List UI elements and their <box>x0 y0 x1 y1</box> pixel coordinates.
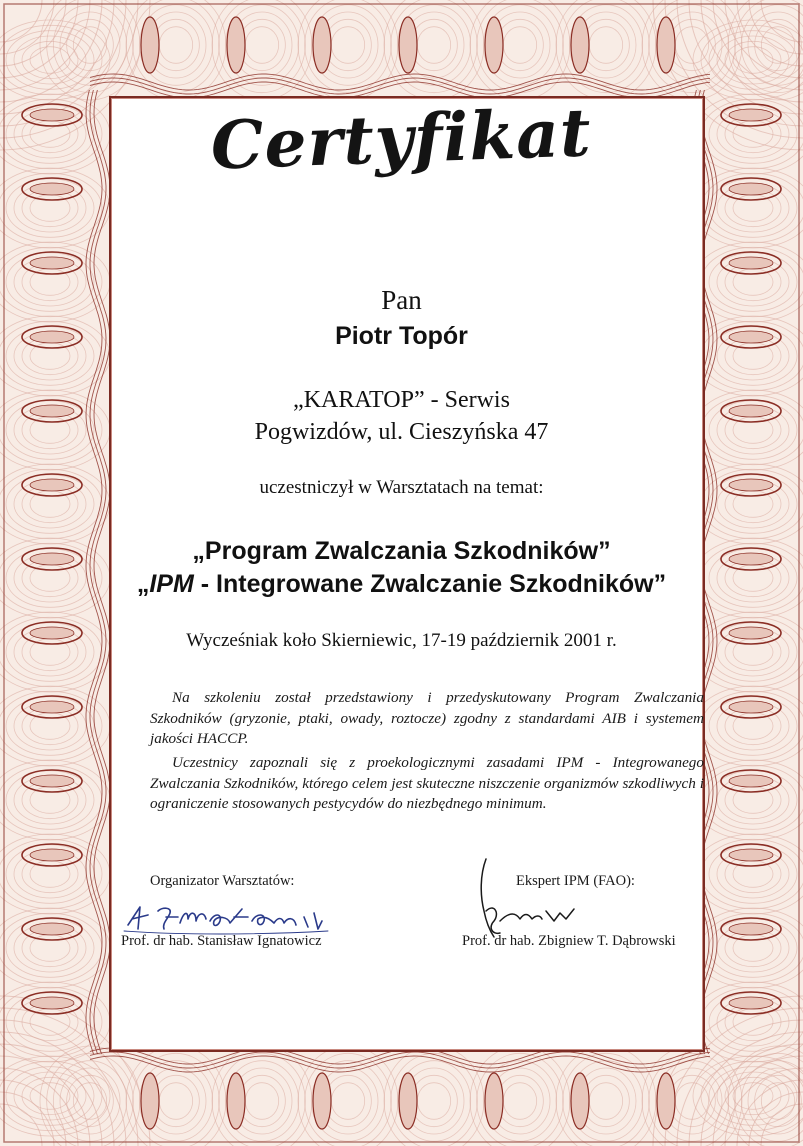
topic-subtitle <box>0 570 803 599</box>
expert-label: Ekspert IPM (FAO): <box>516 873 635 889</box>
company-address: Pogwizdów, ul. Cieszyńska 47 <box>254 419 549 445</box>
expert-signature <box>470 855 580 940</box>
organizer-label: Organizator Warsztatów: <box>150 873 295 889</box>
organizer-name: Prof. dr hab. Stanisław Ignatowicz <box>121 933 322 949</box>
salutation: Pan <box>381 285 422 315</box>
company-name: „KARATOP” - Serwis <box>293 387 510 413</box>
certificate-title: Certyfikat <box>209 93 593 185</box>
description-paragraph-2: Uczestnicy zapoznali się z proekologicznymi zasadami IPM - Integrowanego Zwalczania Szkodników, którego celem jest skuteczne niszczenie organizmów szkodliwych i ograniczenie stosowanych pestycydów do niezbędnego minimum. <box>150 754 704 812</box>
topic-subtitle-quote: „ <box>136 570 150 598</box>
recipient-name: Piotr Topór <box>335 322 468 350</box>
venue-date: Wycześniak koło Skierniewic, 17-19 październik 2001 r. <box>186 630 617 651</box>
topic-title: „Program Zwalczania Szkodników” <box>192 537 611 565</box>
topic-subtitle-ipm: IPM <box>149 570 194 598</box>
intro-text: uczestniczył w Warsztatach na temat: <box>259 477 544 498</box>
description-paragraph-1: Na szkoleniu został przedstawiony i przedyskutowany Program Zwalczania Szkodników (gryzonie, ptaki, owady, roztocze) zgodny z standardami AIB i systemem jakości HACCP. <box>150 689 704 747</box>
topic-subtitle-rest: - Integrowane Zwalczanie Szkodników” <box>193 570 667 598</box>
expert-name: Prof. dr hab. Zbigniew T. Dąbrowski <box>462 933 676 949</box>
